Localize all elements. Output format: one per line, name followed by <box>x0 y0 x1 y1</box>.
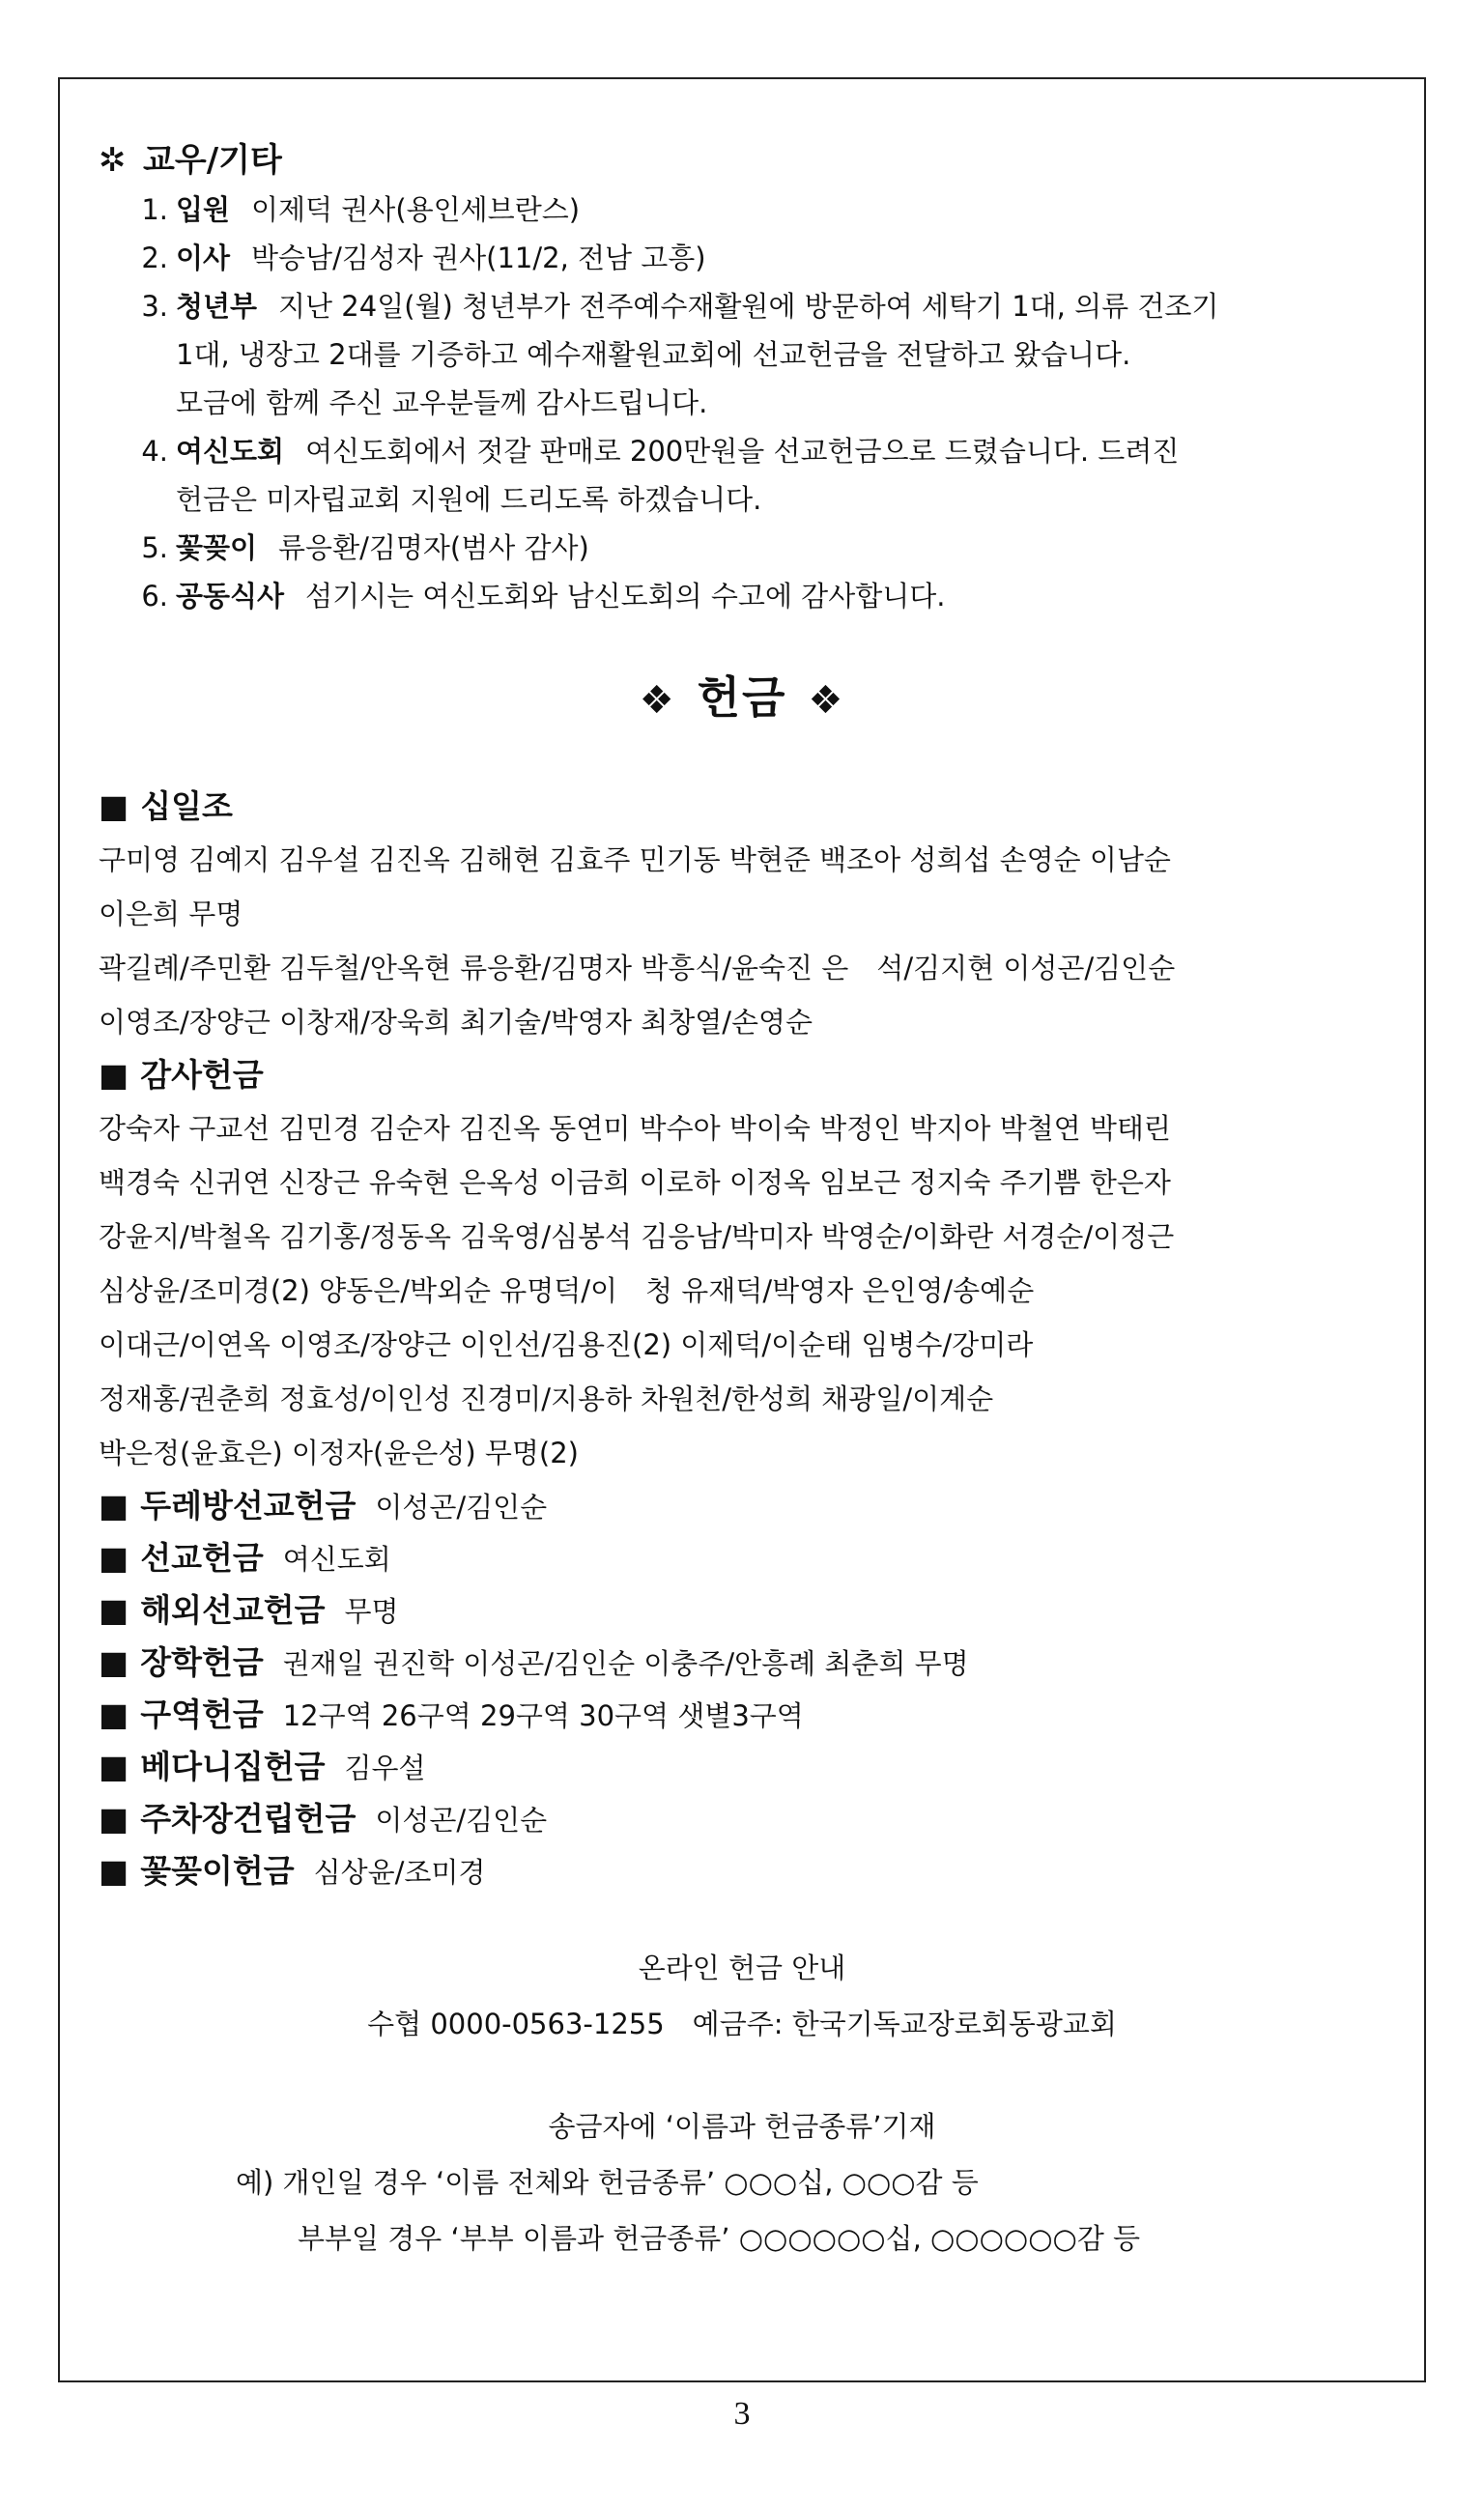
news-text: 섬기시는 여신도회와 남신도회의 수고에 감사합니다. <box>305 580 946 613</box>
news-text: 지난 24일(월) 청년부가 전주예수재활원에 방문하여 세탁기 1대, 의류 건조기 <box>278 290 1219 323</box>
names-line: 심상윤/조미경(2) 양동은/박외순 유명덕/이 청 유재덕/박영자 은인영/송예순 <box>99 1274 1035 1307</box>
names-line: 박은정(윤효은) 이정자(윤은성) 무명(2) <box>99 1437 579 1469</box>
news-item-youth <box>99 282 1385 427</box>
news-text: 1대, 냉장고 2대를 기증하고 예수재활원교회에 선교헌금을 전달하고 왔습니다. <box>176 338 1131 371</box>
news-item-moving <box>99 234 1385 282</box>
news-text: 헌금은 미자립교회 지원에 드리도록 하겠습니다. <box>176 483 762 516</box>
church-news-title: 교우/기타 <box>143 141 282 180</box>
offering-row-flowers <box>99 1845 1385 1897</box>
offering-row-scholarship <box>99 1637 1385 1689</box>
news-label: 꽃꽂이 <box>176 531 258 564</box>
news-text: 박승남/김성자 권사(11/2, 전남 고흥) <box>251 242 706 274</box>
example-individual: 예) 개인일 경우 ‘이름 전체와 헌금종류’ ○○○십, ○○○감 등 <box>236 2166 979 2199</box>
offering-row-district <box>99 1689 1385 1741</box>
offering-names: 권재일 권진학 이성곤/김인순 이충주/안흥례 최춘희 무명 <box>282 1647 969 1680</box>
offering-type: 주차장건립헌금 <box>140 1800 357 1838</box>
offering-row-mission <box>99 1532 1385 1584</box>
offering-title <box>99 663 1385 727</box>
offering-names: 심상윤/조미경 <box>313 1856 486 1889</box>
news-label: 이사 <box>176 242 231 274</box>
news-item-shared-meal <box>99 572 1385 620</box>
news-item-hospital <box>99 185 1385 234</box>
diamond-icon: ❖ <box>808 678 845 723</box>
offering-row-durebang-mission <box>99 1480 1385 1532</box>
offering-type: 장학헌금 <box>140 1643 264 1681</box>
offering-type: 꽃꽂이헌금 <box>140 1852 295 1890</box>
square-bullet-icon: ■ <box>99 1748 129 1785</box>
news-number: 4. <box>141 435 168 468</box>
diamond-icon: ❖ <box>639 678 676 723</box>
square-bullet-icon: ■ <box>99 1487 129 1525</box>
offering-names: 김우설 <box>344 1752 426 1784</box>
square-bullet-icon: ■ <box>99 1800 129 1838</box>
news-label: 청년부 <box>176 290 258 323</box>
news-number: 5. <box>141 531 168 564</box>
thanks-offering-names <box>99 1101 1385 1480</box>
offering-type: 해외선교헌금 <box>140 1591 326 1629</box>
offering-type: 선교헌금 <box>140 1539 264 1577</box>
offering-type: 두레방선교헌금 <box>140 1487 357 1525</box>
online-offering-info <box>99 1940 1385 2266</box>
church-news-list <box>99 185 1385 620</box>
names-line: 구미영 김예지 김우설 김진옥 김해현 김효주 민기동 박현준 백조아 성희섭 손영순 이남순 <box>99 843 1171 876</box>
square-bullet-icon: ■ <box>99 1539 129 1577</box>
names-line: 이은희 무명 <box>99 898 243 930</box>
tithe-names <box>99 833 1385 1049</box>
online-offering-title: 온라인 헌금 안내 <box>638 1952 846 1984</box>
news-number: 1. <box>141 193 168 226</box>
tithe-heading <box>99 781 1385 833</box>
news-item-womens-association <box>99 427 1385 524</box>
offering-names: 12구역 26구역 29구역 30구역 샛별3구역 <box>282 1699 804 1732</box>
square-bullet-icon: ■ <box>99 1056 129 1094</box>
news-text: 류응환/김명자(범사 감사) <box>278 531 589 564</box>
news-number: 3. <box>141 290 168 323</box>
offering-names: 여신도회 <box>282 1543 391 1576</box>
offering-names: 무명 <box>344 1595 399 1628</box>
news-number: 2. <box>141 242 168 274</box>
news-number: 6. <box>141 580 168 613</box>
offering-names: 이성곤/김인순 <box>375 1491 548 1524</box>
bulletin-page-frame <box>58 77 1426 2382</box>
names-line: 곽길례/주민환 김두철/안옥현 류응환/김명자 박흥식/윤숙진 은 석/김지현 이성곤/김인순 <box>99 952 1176 984</box>
page-number: 3 <box>733 2396 751 2432</box>
square-bullet-icon: ■ <box>99 1852 129 1890</box>
church-news-heading <box>99 135 1385 185</box>
names-line: 강숙자 구교선 김민경 김순자 김진옥 동연미 박수아 박이숙 박정인 박지아 박철연 박태린 <box>99 1112 1171 1145</box>
names-line: 백경숙 신귀연 신장근 유숙현 은옥성 이금희 이로하 이정옥 임보근 정지숙 주기쁨 한은자 <box>99 1166 1171 1199</box>
thanks-offering-heading <box>99 1049 1385 1101</box>
names-line: 강윤지/박철옥 김기홍/정동옥 김욱영/심봉석 김응남/박미자 박영순/이화란 서경순/이정근 <box>99 1220 1175 1253</box>
square-bullet-icon: ■ <box>99 1591 129 1629</box>
page-content <box>99 135 1385 2266</box>
offering-row-bethany-house <box>99 1741 1385 1793</box>
news-label: 공동식사 <box>176 580 285 613</box>
news-text: 모금에 함께 주신 교우분들께 감사드립니다. <box>176 386 708 419</box>
names-line: 이영조/장양근 이창재/장욱희 최기술/박영자 최창열/손영순 <box>99 1006 813 1039</box>
news-label: 여신도회 <box>176 435 285 468</box>
news-text: 여신도회에서 젓갈 판매로 200만원을 선교헌금으로 드렸습니다. 드려진 <box>305 435 1180 468</box>
names-line: 정재홍/권춘희 정효성/이인성 진경미/지용하 차원천/한성희 채광일/이계순 <box>99 1382 994 1415</box>
square-bullet-icon: ■ <box>99 787 129 825</box>
offering-row-overseas-mission <box>99 1584 1385 1637</box>
square-bullet-icon: ■ <box>99 1696 129 1733</box>
offering-row-parking-lot <box>99 1793 1385 1845</box>
offering-type: 구역헌금 <box>140 1696 264 1733</box>
square-bullet-icon: ■ <box>99 1643 129 1681</box>
offering-title-text: 헌금 <box>697 671 787 724</box>
example-couple: 부부일 경우 ‘부부 이름과 헌금종류’ ○○○○○○십, ○○○○○○감 등 <box>298 2222 1141 2255</box>
thanks-offering-title: 감사헌금 <box>140 1056 264 1094</box>
asterisk-icon: ✲ <box>99 141 127 180</box>
news-label: 입원 <box>176 193 231 226</box>
offering-type: 베다니집헌금 <box>140 1748 326 1785</box>
news-text: 이제덕 권사(용인세브란스) <box>251 193 581 226</box>
news-item-flowers <box>99 524 1385 572</box>
bank-account: 수협 0000-0563-1255 예금주: 한국기독교장로회동광교회 <box>367 2008 1117 2040</box>
offering-names: 이성곤/김인순 <box>375 1804 548 1837</box>
sender-note: 송금자에 ‘이름과 헌금종류’기재 <box>548 2110 936 2143</box>
tithe-title: 십일조 <box>140 787 233 825</box>
names-line: 이대근/이연옥 이영조/장양근 이인선/김용진(2) 이제덕/이순태 임병수/강미라 <box>99 1328 1034 1361</box>
